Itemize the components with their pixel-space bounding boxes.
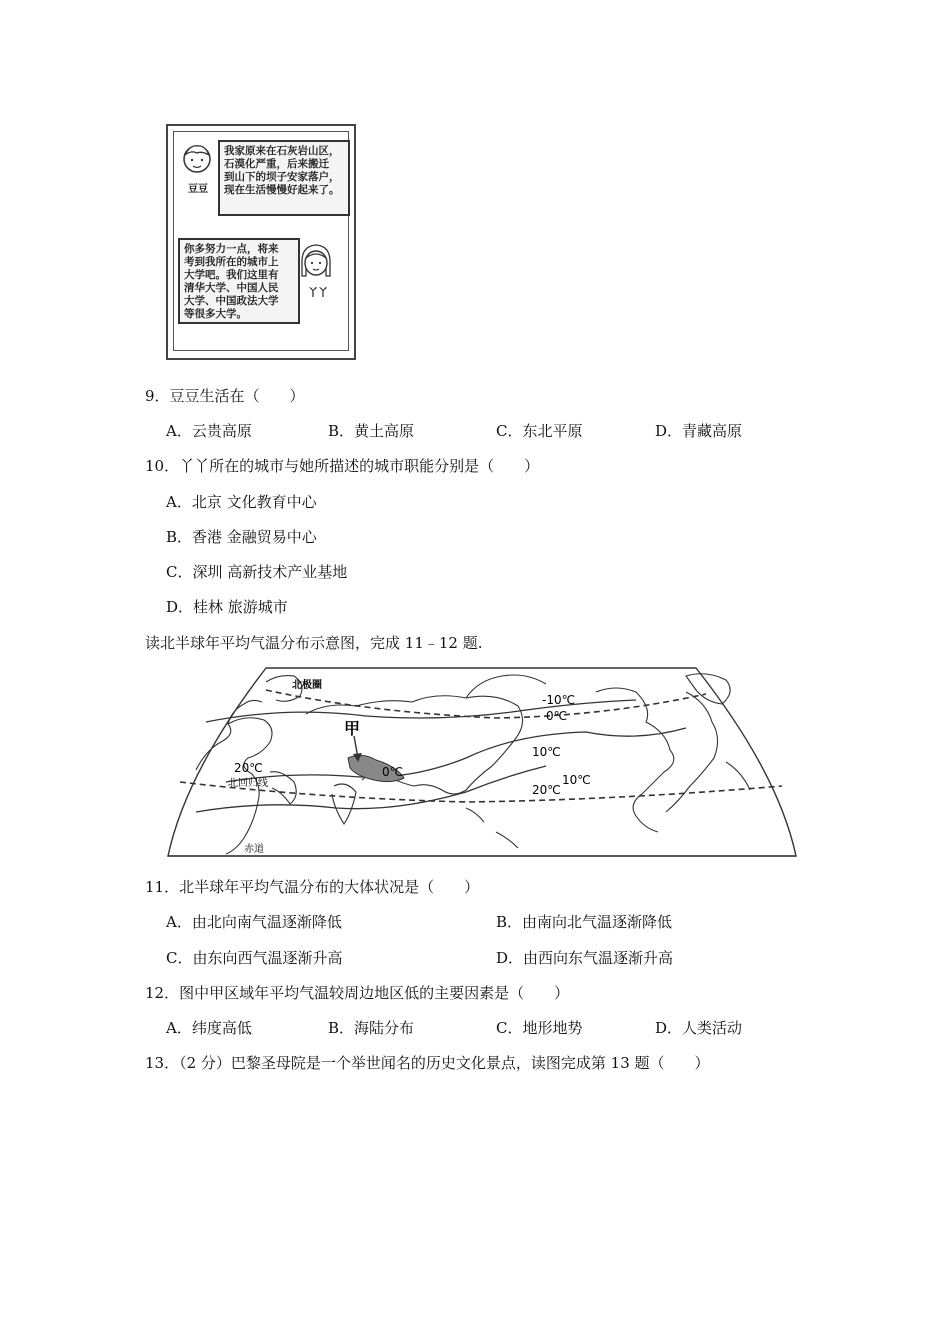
temp-20-mid-label: 20℃: [532, 783, 561, 797]
intro-11-12: 读北半球年平均气温分布示意图，完成 11﹣12 题.: [145, 634, 483, 652]
yaya-face-icon: [298, 242, 334, 282]
equator-label: 赤道: [244, 844, 264, 855]
yaya-name: 丫丫: [308, 288, 328, 299]
jia-label: 甲: [344, 719, 361, 738]
temperature-map: [166, 662, 798, 858]
q11-option-c: C．由东向西气温逐渐升高: [166, 949, 343, 967]
doudou-name: 豆豆: [188, 184, 208, 195]
q10-option-a: A．北京 文化教育中心: [166, 493, 317, 511]
comic-figure: [166, 124, 356, 360]
tropic-label: 北回归线: [228, 778, 268, 789]
q11-option-d: D．由西向东气温逐渐升高: [496, 949, 674, 967]
question-12-stem: 12．图中甲区域年平均气温较周边地区低的主要因素是（ ）: [145, 984, 570, 1002]
temp-10-b-label: 10℃: [562, 773, 591, 787]
q10-option-d: D．桂林 旅游城市: [166, 598, 288, 616]
arctic-circle-label: 北极圈: [292, 680, 322, 691]
q11-option-a: A．由北向南气温逐渐降低: [166, 913, 342, 931]
q9-option-d: D．青藏高原: [655, 422, 743, 440]
q10-option-b: B．香港 金融贸易中心: [166, 528, 317, 546]
temp-0-east-label: 0℃: [546, 709, 568, 723]
doudou-speech-bubble: 我家原来在石灰岩山区， 石漠化严重，后来搬迁 到山下的坝子安家落户， 现在生活慢慢好起来了。: [218, 140, 350, 216]
q12-option-b: B．海陆分布: [328, 1019, 415, 1037]
q12-option-c: C．地形地势: [496, 1019, 583, 1037]
yaya-speech-bubble: 你多努力一点，将来 考到我所在的城市上 大学吧。我们这里有 清华大学、中国人民 大学、中国政法大学 等很多大学。: [178, 238, 300, 324]
q12-option-a: A．纬度高低: [166, 1019, 252, 1037]
q9-option-c: C．东北平原: [496, 422, 583, 440]
question-13-stem: 13．（2 分）巴黎圣母院是一个举世闻名的历史文化景点，读图完成第 13 题（ ）: [145, 1054, 710, 1072]
q9-option-b: B．黄土高原: [328, 422, 415, 440]
q11-option-b: B．由南向北气温逐渐降低: [496, 913, 673, 931]
temp-20-west-label: 20℃: [234, 761, 263, 775]
temp-0-jia-label: 0℃: [382, 765, 404, 779]
temp-10-a-label: 10℃: [532, 745, 561, 759]
question-11-stem: 11．北半球年平均气温分布的大体状况是（ ）: [145, 878, 480, 896]
q12-option-d: D．人类活动: [655, 1019, 743, 1037]
temp-minus10-label: -10℃: [542, 693, 576, 707]
doudou-face-icon: [180, 142, 214, 178]
question-9-stem: 9．豆豆生活在（ ）: [145, 387, 305, 405]
question-10-stem: 10．丫丫所在的城市与她所描述的城市职能分别是（ ）: [145, 457, 540, 475]
q10-option-c: C．深圳 高新技术产业基地: [166, 563, 348, 581]
q9-option-a: A．云贵高原: [166, 422, 252, 440]
